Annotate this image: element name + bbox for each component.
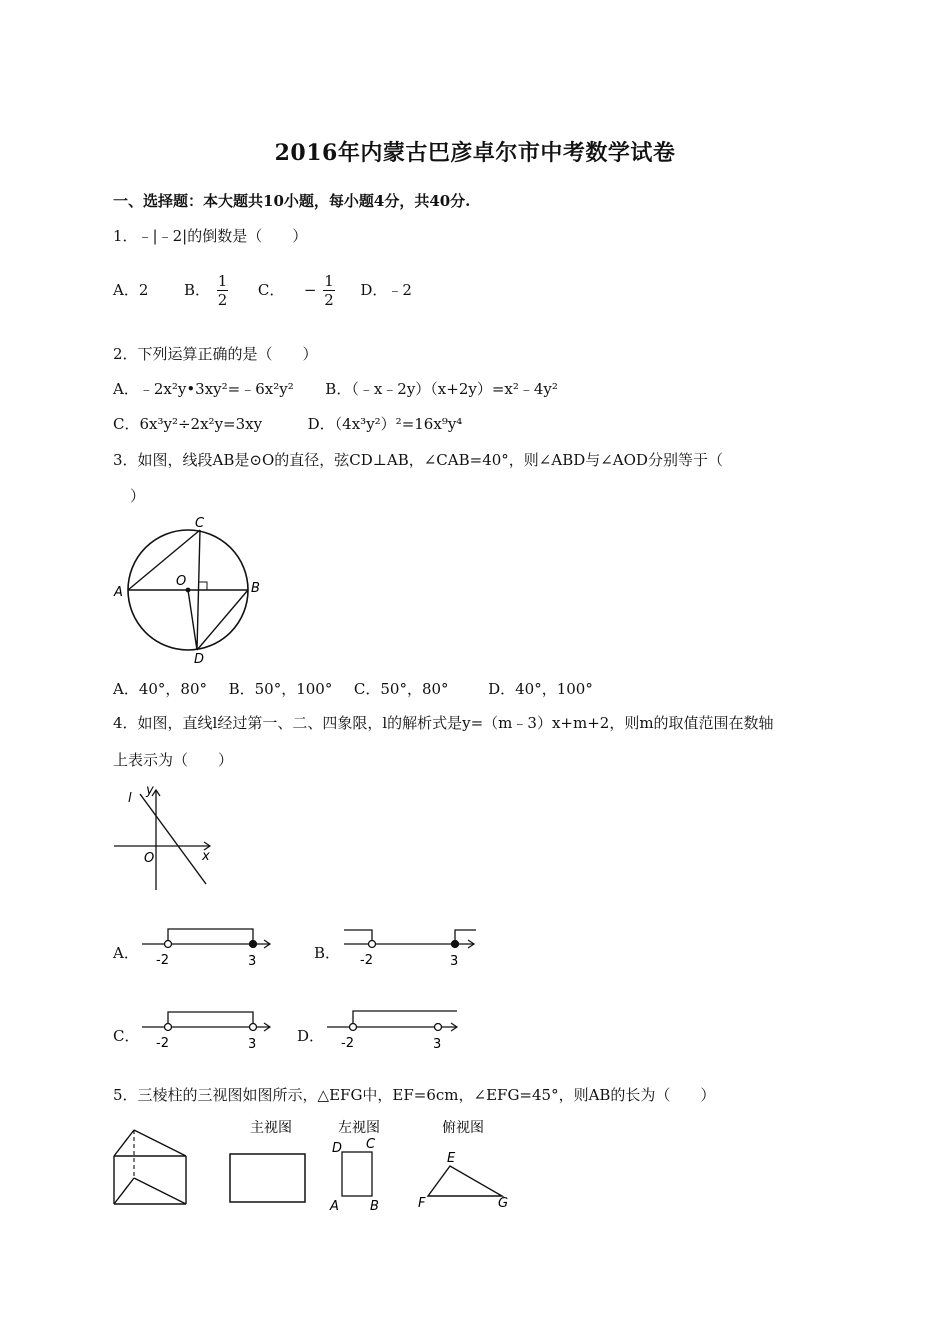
q1-c-numerator: 1 bbox=[324, 272, 334, 290]
label-d: D bbox=[194, 652, 205, 667]
label-l: l bbox=[128, 791, 132, 806]
label-e: E bbox=[447, 1151, 456, 1166]
q1-b-numerator: 1 bbox=[217, 272, 228, 290]
label-x: x bbox=[202, 849, 210, 864]
q4-option-d-numberline bbox=[325, 1005, 465, 1055]
closed-point-3 bbox=[250, 941, 257, 948]
q2-option-c: C．6x³y²÷2x²y=3xy bbox=[113, 415, 263, 433]
question-2-stem: 2．下列运算正确的是（ ） bbox=[113, 345, 318, 363]
range-bracket-c bbox=[168, 1012, 253, 1023]
left-ray-b bbox=[344, 930, 372, 940]
right-ray-b bbox=[455, 930, 476, 940]
prism-figure bbox=[114, 1130, 186, 1204]
question-5-stem: 5．三棱柱的三视图如图所示，△EFG中，EF=6cm，∠EFG=45°，则AB的长为（ ） bbox=[113, 1086, 716, 1104]
q4-option-d-label: D． bbox=[297, 1027, 325, 1045]
q2-option-b: B．（﹣x﹣2y）（x+2y）=x²﹣4y² bbox=[325, 380, 558, 398]
label-o: O bbox=[176, 574, 187, 589]
question-3-options bbox=[113, 678, 593, 699]
closed-point-3-b bbox=[452, 941, 459, 948]
question-3-stem-end: ） bbox=[130, 487, 146, 505]
tick-3-c: 3 bbox=[248, 1037, 257, 1052]
q1-option-a: A．2 bbox=[113, 280, 149, 299]
q3-option-b: B．50°，100° bbox=[228, 680, 333, 698]
question-1-stem: 1．﹣|﹣2|的倒数是（ ） bbox=[113, 227, 308, 245]
tick-3-b: 3 bbox=[450, 954, 459, 969]
q1-b-denominator: 2 bbox=[217, 291, 228, 309]
open-point-neg2-c bbox=[165, 1024, 172, 1031]
tick-neg2-d: -2 bbox=[341, 1036, 354, 1051]
label-origin: O bbox=[144, 851, 155, 866]
q1-option-d: D．﹣2 bbox=[360, 280, 412, 299]
tick-neg2-c: -2 bbox=[156, 1036, 169, 1051]
q1-option-c-label: C． bbox=[257, 280, 285, 299]
line-graph bbox=[110, 780, 220, 895]
label-top-view: 俯视图 bbox=[442, 1120, 484, 1136]
tick-3-d: 3 bbox=[433, 1037, 442, 1052]
open-point-neg2-d bbox=[350, 1024, 357, 1031]
q4-option-c-label: C． bbox=[113, 1027, 140, 1045]
label-front-view: 主视图 bbox=[250, 1120, 292, 1136]
q1-option-b-fraction bbox=[217, 272, 229, 309]
label-y: y bbox=[146, 783, 154, 798]
q4-option-a-numberline bbox=[140, 922, 280, 972]
circle-diagram bbox=[110, 512, 270, 672]
segment-od bbox=[188, 590, 197, 650]
three-views-diagram bbox=[110, 1112, 520, 1217]
label-d-left: D bbox=[332, 1141, 343, 1156]
right-angle-mark bbox=[200, 582, 208, 590]
open-point-neg2-b bbox=[369, 941, 376, 948]
q1-c-denominator: 2 bbox=[324, 291, 334, 309]
q4-option-c-numberline bbox=[140, 1005, 280, 1055]
label-a-left: A bbox=[330, 1199, 339, 1214]
label-c: C bbox=[195, 516, 205, 531]
label-f: F bbox=[418, 1196, 426, 1211]
exam-title: 2016年内蒙古巴彦卓尔市中考数学试卷 bbox=[274, 140, 676, 166]
front-view-rect bbox=[230, 1154, 305, 1202]
open-point-3-c bbox=[250, 1024, 257, 1031]
label-g: G bbox=[498, 1196, 509, 1211]
tick-neg2: -2 bbox=[156, 953, 169, 968]
question-2-row-2 bbox=[113, 413, 462, 434]
q4-option-b-numberline bbox=[342, 922, 482, 972]
open-point-neg2 bbox=[165, 941, 172, 948]
label-b: B bbox=[251, 581, 260, 596]
question-4-stem-end: 上表示为（ ） bbox=[113, 751, 234, 769]
left-view-rect bbox=[342, 1152, 372, 1196]
q1-option-c-sign: − bbox=[303, 280, 317, 299]
label-left-view: 左视图 bbox=[338, 1120, 380, 1136]
q4-option-b-label: B． bbox=[314, 944, 341, 962]
label-a: A bbox=[114, 585, 123, 600]
line-l bbox=[140, 794, 206, 884]
q2-option-d: D．（4x³y²）²=16x⁹y⁴ bbox=[307, 415, 463, 433]
q3-option-d: D．40°，100° bbox=[488, 680, 593, 698]
section-heading: 一、选择题：本大题共10小题，每小题4分，共40分. bbox=[113, 192, 471, 210]
label-b-left: B bbox=[370, 1199, 379, 1214]
range-bracket-a bbox=[168, 929, 253, 940]
center-dot bbox=[186, 588, 191, 593]
segment-ac bbox=[128, 530, 200, 590]
right-ray-d bbox=[353, 1011, 457, 1023]
q3-option-c: C．50°，80° bbox=[353, 680, 449, 698]
open-point-3-d bbox=[435, 1024, 442, 1031]
q1-option-b-label: B． bbox=[183, 280, 210, 299]
q1-option-c-fraction bbox=[323, 272, 335, 309]
question-2-row-1 bbox=[113, 378, 558, 399]
question-4-stem: 4．如图，直线l经过第一、二、四象限，l的解析式是y=（m﹣3）x+m+2，则m的取值范围在数轴 bbox=[113, 714, 774, 732]
question-1-options bbox=[113, 272, 412, 309]
q2-option-a: A．﹣2x²y•3xy²=﹣6x²y² bbox=[113, 380, 294, 398]
question-3-stem: 3．如图，线段AB是⊙O的直径，弦CD⊥AB，∠CAB=40°，则∠ABD与∠AOD分别等于（ bbox=[113, 451, 723, 469]
q3-option-a: A．40°，80° bbox=[113, 680, 208, 698]
tick-neg2-b: -2 bbox=[360, 953, 373, 968]
q4-option-a-label: A． bbox=[113, 944, 139, 962]
tick-3: 3 bbox=[248, 954, 257, 969]
label-c-left: C bbox=[366, 1137, 376, 1152]
top-view-triangle bbox=[428, 1166, 502, 1196]
